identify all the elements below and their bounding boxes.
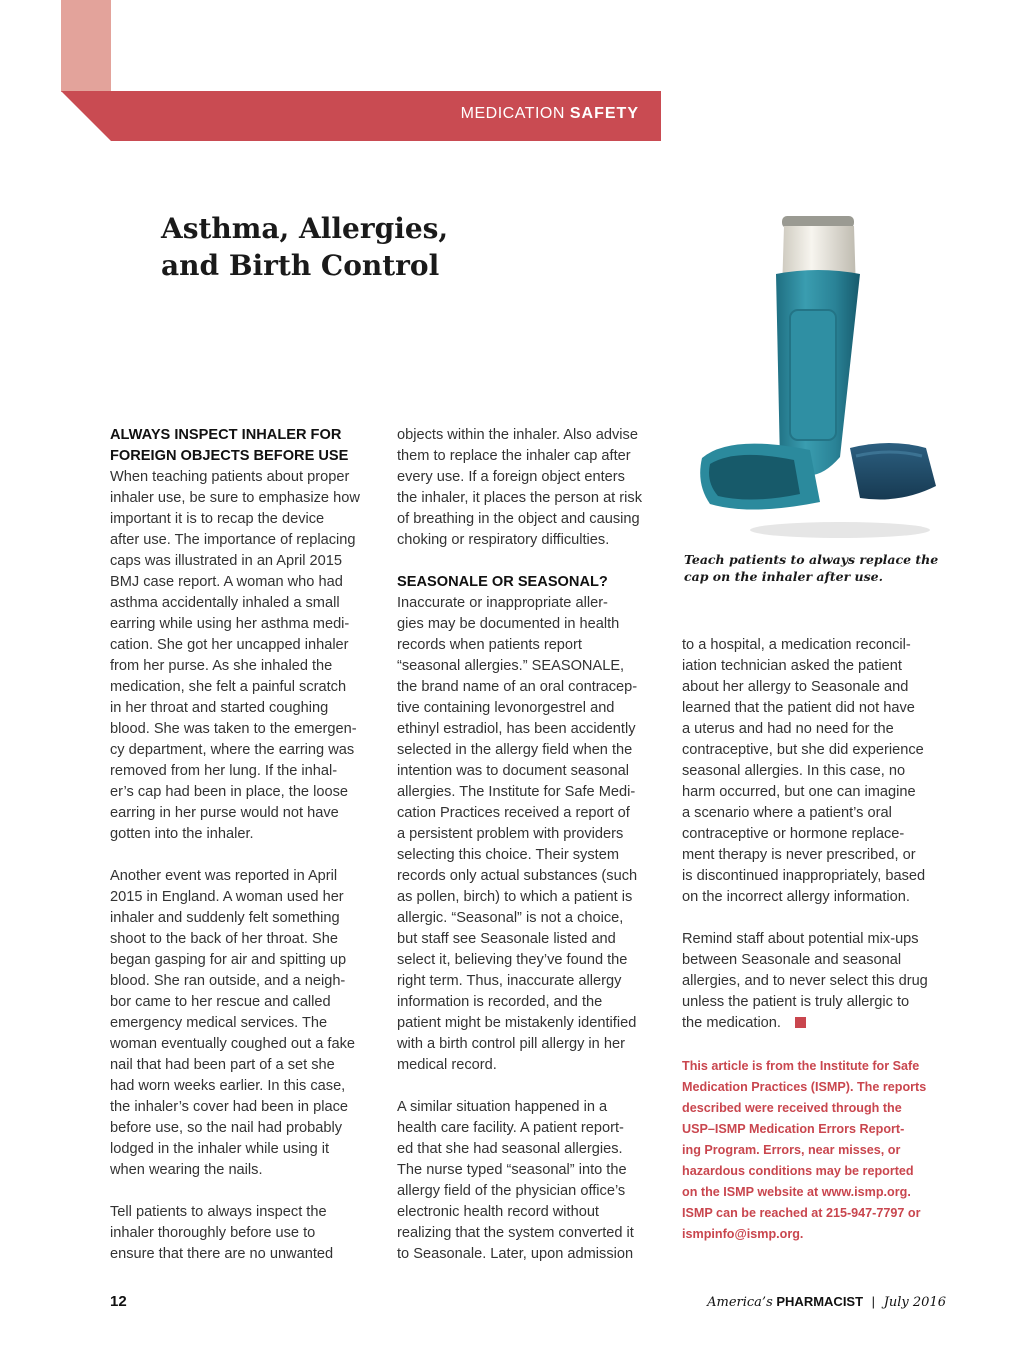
inhaler-shadow xyxy=(750,522,930,538)
text-line: allergies, and to never select this drug xyxy=(682,973,928,989)
paragraph-gap xyxy=(682,908,954,929)
note-line: ISMP can be reached at 215-947-7797 or xyxy=(682,1206,921,1220)
magazine-name-bold: PHARMACIST xyxy=(776,1294,864,1309)
footer-separator: | xyxy=(871,1294,876,1309)
text-line: A similar situation happened in a xyxy=(397,1099,608,1115)
text-line-last xyxy=(682,1013,954,1034)
title-line: and Birth Control xyxy=(161,249,440,282)
text-line: to a hospital, a medication reconcil- xyxy=(682,637,911,653)
text-line: is discontinued inappropriately, based xyxy=(682,868,926,884)
text-line: When teaching patients about proper xyxy=(110,469,350,485)
note-line: ismpinfo@ismp.org. xyxy=(682,1227,804,1241)
text-line: cy department, where the earring was xyxy=(110,742,355,758)
text-line: ed that she had seasonal allergies. xyxy=(397,1141,623,1157)
text-line: between Seasonale and seasonal xyxy=(682,952,902,968)
text-line: contraceptive or hormone replace- xyxy=(682,826,905,842)
section-label-bold: SAFETY xyxy=(569,105,639,122)
text-line: harm occurred, but one can imagine xyxy=(682,784,916,800)
text-line: had worn weeks earlier. In this case, xyxy=(110,1078,346,1094)
image-caption xyxy=(684,551,954,585)
text-line: Another event was reported in April xyxy=(110,868,338,884)
text-line: information is recorded, and the xyxy=(397,994,603,1010)
text-line: intention was to document seasonal xyxy=(397,763,630,779)
text-line: after use. The importance of replacing xyxy=(110,532,356,548)
end-of-article-square-icon xyxy=(795,1017,806,1028)
text-line: cation. She got her uncapped inhaler xyxy=(110,637,349,653)
text-line: blood. She was taken to the emergen- xyxy=(110,721,357,737)
section-heading: FOREIGN OBJECTS BEFORE USE xyxy=(110,448,349,464)
text-line: caps was illustrated in an April 2015 xyxy=(110,553,343,569)
section-label-light: MEDICATION xyxy=(460,105,565,122)
note-line: Medication Practices (ISMP). The reports xyxy=(682,1080,927,1094)
text-line: the inhaler’s cover had been in place xyxy=(110,1099,348,1115)
text-line: on the incorrect allergy information. xyxy=(682,889,910,905)
text-line: with a birth control pill allergy in her xyxy=(397,1036,625,1052)
text-line: before use, so the nail had probably xyxy=(110,1120,343,1136)
text-line: iation technician asked the patient xyxy=(682,658,902,674)
paragraph-gap xyxy=(110,845,386,866)
section-heading: SEASONALE OR SEASONAL? xyxy=(397,574,608,590)
text-line: about her allergy to Seasonale and xyxy=(682,679,909,695)
text-line: Inaccurate or inappropriate aller- xyxy=(397,595,608,611)
text-line: Remind staff about potential mix-ups xyxy=(682,931,919,947)
column-3 xyxy=(682,635,954,1034)
text-line: right term. Thus, inaccurate allergy xyxy=(397,973,622,989)
text-line: a scenario where a patient’s oral xyxy=(682,805,892,821)
text-line: asthma accidentally inhaled a small xyxy=(110,595,340,611)
issue-date: July 2016 xyxy=(883,1295,946,1310)
text-line: realizing that the system converted it xyxy=(397,1225,634,1241)
text-line: ethinyl estradiol, has been accidently xyxy=(397,721,636,737)
section-label xyxy=(461,105,639,123)
text-line: The nurse typed “seasonal” into the xyxy=(397,1162,627,1178)
text-line: select it, believing they’ve found the xyxy=(397,952,628,968)
text-line: inhaler thoroughly before use to xyxy=(110,1225,316,1241)
text-line: them to replace the inhaler cap after xyxy=(397,448,631,464)
text-line: records when patients report xyxy=(397,637,582,653)
text-line: blood. She ran outside, and a neigh- xyxy=(110,973,346,989)
text-line: inhaler and suddenly felt something xyxy=(110,910,340,926)
caption-line: Teach patients to always replace the xyxy=(684,552,939,567)
section-heading: ALWAYS INSPECT INHALER FOR xyxy=(110,427,342,443)
text-line: ment therapy is never prescribed, or xyxy=(682,847,916,863)
title-line: Asthma, Allergies, xyxy=(161,212,449,245)
text-line: electronic health record without xyxy=(397,1204,599,1220)
text-line: every use. If a foreign object enters xyxy=(397,469,625,485)
text-line: learned that the patient did not have xyxy=(682,700,915,716)
text-line: earring in her purse would not have xyxy=(110,805,339,821)
text-line: BMJ case report. A woman who had xyxy=(110,574,343,590)
text-line: medical record. xyxy=(397,1057,497,1073)
text-line: allergy field of the physician office’s xyxy=(397,1183,626,1199)
note-line: hazardous conditions may be reported xyxy=(682,1164,914,1178)
text-line: removed from her lung. If the inhal- xyxy=(110,763,338,779)
paragraph-gap xyxy=(397,1076,665,1097)
text-line: Tell patients to always inspect the xyxy=(110,1204,327,1220)
text-line: selecting this choice. Their system xyxy=(397,847,619,863)
publication-footer xyxy=(707,1294,946,1310)
text-line: choking or respiratory difficulties. xyxy=(397,532,610,548)
source-note xyxy=(682,1056,962,1245)
note-line: described were received through the xyxy=(682,1101,902,1115)
text-line: cation Practices received a report of xyxy=(397,805,630,821)
text-line: allergies. The Institute for Safe Medi- xyxy=(397,784,636,800)
note-line: This article is from the Institute for Safe xyxy=(682,1059,920,1073)
text-line: earring while using her asthma medi- xyxy=(110,616,350,632)
text-line: the inhaler, it places the person at risk xyxy=(397,490,642,506)
text-line: in her throat and started coughing xyxy=(110,700,329,716)
text-line: medication, she felt a painful scratch xyxy=(110,679,347,695)
note-line: ing Program. Errors, near misses, or xyxy=(682,1143,901,1157)
text-line: 2015 in England. A woman used her xyxy=(110,889,344,905)
column-2 xyxy=(397,425,665,1265)
label-recess xyxy=(790,310,836,440)
text-line: selected in the allergy field when the xyxy=(397,742,633,758)
note-line: USP–ISMP Medication Errors Report- xyxy=(682,1122,905,1136)
column-1 xyxy=(110,425,386,1265)
text-line: the brand name of an oral contracep- xyxy=(397,679,638,695)
text-line: to Seasonale. Later, upon admission xyxy=(397,1246,634,1262)
text-line: objects within the inhaler. Also advise xyxy=(397,427,638,443)
text-line: but staff see Seasonale listed and xyxy=(397,931,616,947)
text-line: gies may be documented in health xyxy=(397,616,620,632)
text-line: inhaler use, be sure to emphasize how xyxy=(110,490,360,506)
text-line: as pollen, birch) to which a patient is xyxy=(397,889,633,905)
text-line: er’s cap had been in place, the loose xyxy=(110,784,348,800)
text-line: “seasonal allergies.” SEASONALE, xyxy=(397,658,625,674)
paragraph-gap xyxy=(110,1181,386,1202)
text-line: a uterus and had no need for the xyxy=(682,721,894,737)
caption-line: cap on the inhaler after use. xyxy=(684,569,883,584)
text-line: health care facility. A patient report- xyxy=(397,1120,624,1136)
text-line: gotten into the inhaler. xyxy=(110,826,254,842)
text-line: began gasping for air and spitting up xyxy=(110,952,347,968)
text-line: records only actual substances (such xyxy=(397,868,638,884)
text-line: from her purse. As she inhaled the xyxy=(110,658,333,674)
note-line: on the ISMP website at www.ismp.org. xyxy=(682,1185,911,1199)
magazine-name-italic: America’s xyxy=(707,1295,773,1310)
paragraph-gap xyxy=(397,551,665,572)
page-number: 12 xyxy=(110,1293,127,1310)
text-line: seasonal allergies. In this case, no xyxy=(682,763,906,779)
inhaler-illustration xyxy=(690,212,946,550)
text-line: the medication. xyxy=(682,1015,781,1031)
text-line: nail that had been part of a set she xyxy=(110,1057,335,1073)
article-title xyxy=(161,210,541,284)
text-line: ensure that there are no unwanted xyxy=(110,1246,334,1262)
text-line: a persistent problem with providers xyxy=(397,826,624,842)
text-line: bor came to her rescue and called xyxy=(110,994,331,1010)
text-line: when wearing the nails. xyxy=(110,1162,263,1178)
text-line: woman eventually coughed out a fake xyxy=(110,1036,356,1052)
decorative-tab xyxy=(61,0,111,92)
text-line: tive containing levonorgestrel and xyxy=(397,700,615,716)
section-banner xyxy=(61,91,661,141)
text-line: allergic. “Seasonal” is not a choice, xyxy=(397,910,624,926)
text-line: contraceptive, but she did experience xyxy=(682,742,924,758)
text-line: shoot to the back of her throat. She xyxy=(110,931,338,947)
text-line: emergency medical services. The xyxy=(110,1015,328,1031)
text-line: unless the patient is truly allergic to xyxy=(682,994,910,1010)
mouthpiece-opening xyxy=(709,455,800,500)
text-line: of breathing in the object and causing xyxy=(397,511,640,527)
text-line: lodged in the inhaler while using it xyxy=(110,1141,330,1157)
text-line: important it is to recap the device xyxy=(110,511,325,527)
text-line: patient might be mistakenly identified xyxy=(397,1015,637,1031)
